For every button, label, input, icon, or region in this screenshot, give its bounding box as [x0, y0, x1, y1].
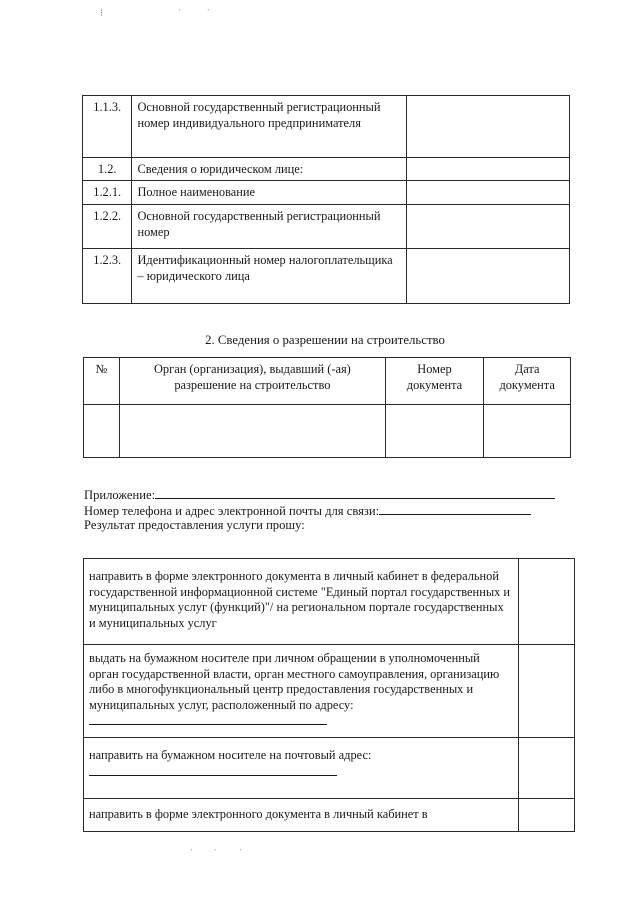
attachment-line [84, 487, 555, 503]
column-header-issuer: Орган (организация), выдавший (-ая) разрешение на строительство [120, 358, 386, 405]
option-text [84, 645, 519, 738]
row-number: 1.2.3. [83, 249, 132, 304]
applicant-info-table [82, 95, 570, 304]
option-label: направить на бумажном носителе на почтовый адрес: [89, 748, 372, 762]
column-header-number: № [84, 358, 120, 405]
row-value-cell[interactable] [407, 205, 570, 249]
contact-label: Номер телефона и адрес электронной почты для связи: [84, 504, 380, 518]
option-checkbox[interactable] [519, 738, 575, 799]
result-options-table [83, 558, 575, 832]
scan-marks: ˈ ˈ ˈ [190, 848, 243, 859]
option-checkbox[interactable] [519, 559, 575, 645]
row-label: Основной государственный регистрационный номер [132, 205, 407, 249]
option-text: направить в форме электронного документа в личный кабинет в [84, 799, 519, 832]
option-checkbox[interactable] [519, 799, 575, 832]
option-label: выдать на бумажном носителе при личном обращении в уполномоченный орган государственной власти, орган местного самоуправления, организацию либо в многофункциональный центр предоставления государственных и муниципальных услуг, расположенный по адресу: [89, 651, 500, 712]
column-header-doc-number: Номер документа [385, 358, 484, 405]
row-value-cell[interactable] [407, 158, 570, 181]
scan-marks: ⁝ ˈ ˈ [100, 8, 210, 19]
result-label: Результат предоставления услуги прошу: [84, 518, 305, 532]
column-header-doc-date: Дата документа [484, 358, 571, 405]
row-value-cell[interactable] [407, 181, 570, 205]
permit-doc-number-cell[interactable] [385, 405, 484, 458]
row-number: 1.1.3. [83, 96, 132, 158]
option-text [84, 738, 519, 799]
row-label: Идентификационный номер налогоплательщика – юридического лица [132, 249, 407, 304]
permit-number-cell[interactable] [84, 405, 120, 458]
row-value-cell[interactable] [407, 249, 570, 304]
row-number: 1.2.1. [83, 181, 132, 205]
address-field[interactable] [89, 713, 327, 725]
row-label: Основной государственный регистрационный номер индивидуального предпринимателя [132, 96, 407, 158]
contact-field[interactable] [379, 503, 531, 515]
row-number: 1.2.2. [83, 205, 132, 249]
option-checkbox[interactable] [519, 645, 575, 738]
option-text: направить в форме электронного документа в личный кабинет в федеральной государственной информационной системе "Единый портал государственных и муниципальных услуг (функций)"/ на региональном портале государственных и муниципальных услуг [84, 559, 519, 645]
permit-doc-date-cell[interactable] [484, 405, 571, 458]
row-value-cell[interactable] [407, 96, 570, 158]
building-permit-table [83, 357, 571, 458]
attachment-field[interactable] [155, 487, 555, 499]
row-label: Сведения о юридическом лице: [132, 158, 407, 181]
section-title: 2. Сведения о разрешении на строительство [205, 333, 445, 347]
row-number: 1.2. [83, 158, 132, 181]
permit-issuer-cell[interactable] [120, 405, 386, 458]
row-label: Полное наименование [132, 181, 407, 205]
attachment-label: Приложение: [84, 488, 156, 502]
postal-address-field[interactable] [89, 764, 337, 776]
contact-line [84, 503, 531, 519]
